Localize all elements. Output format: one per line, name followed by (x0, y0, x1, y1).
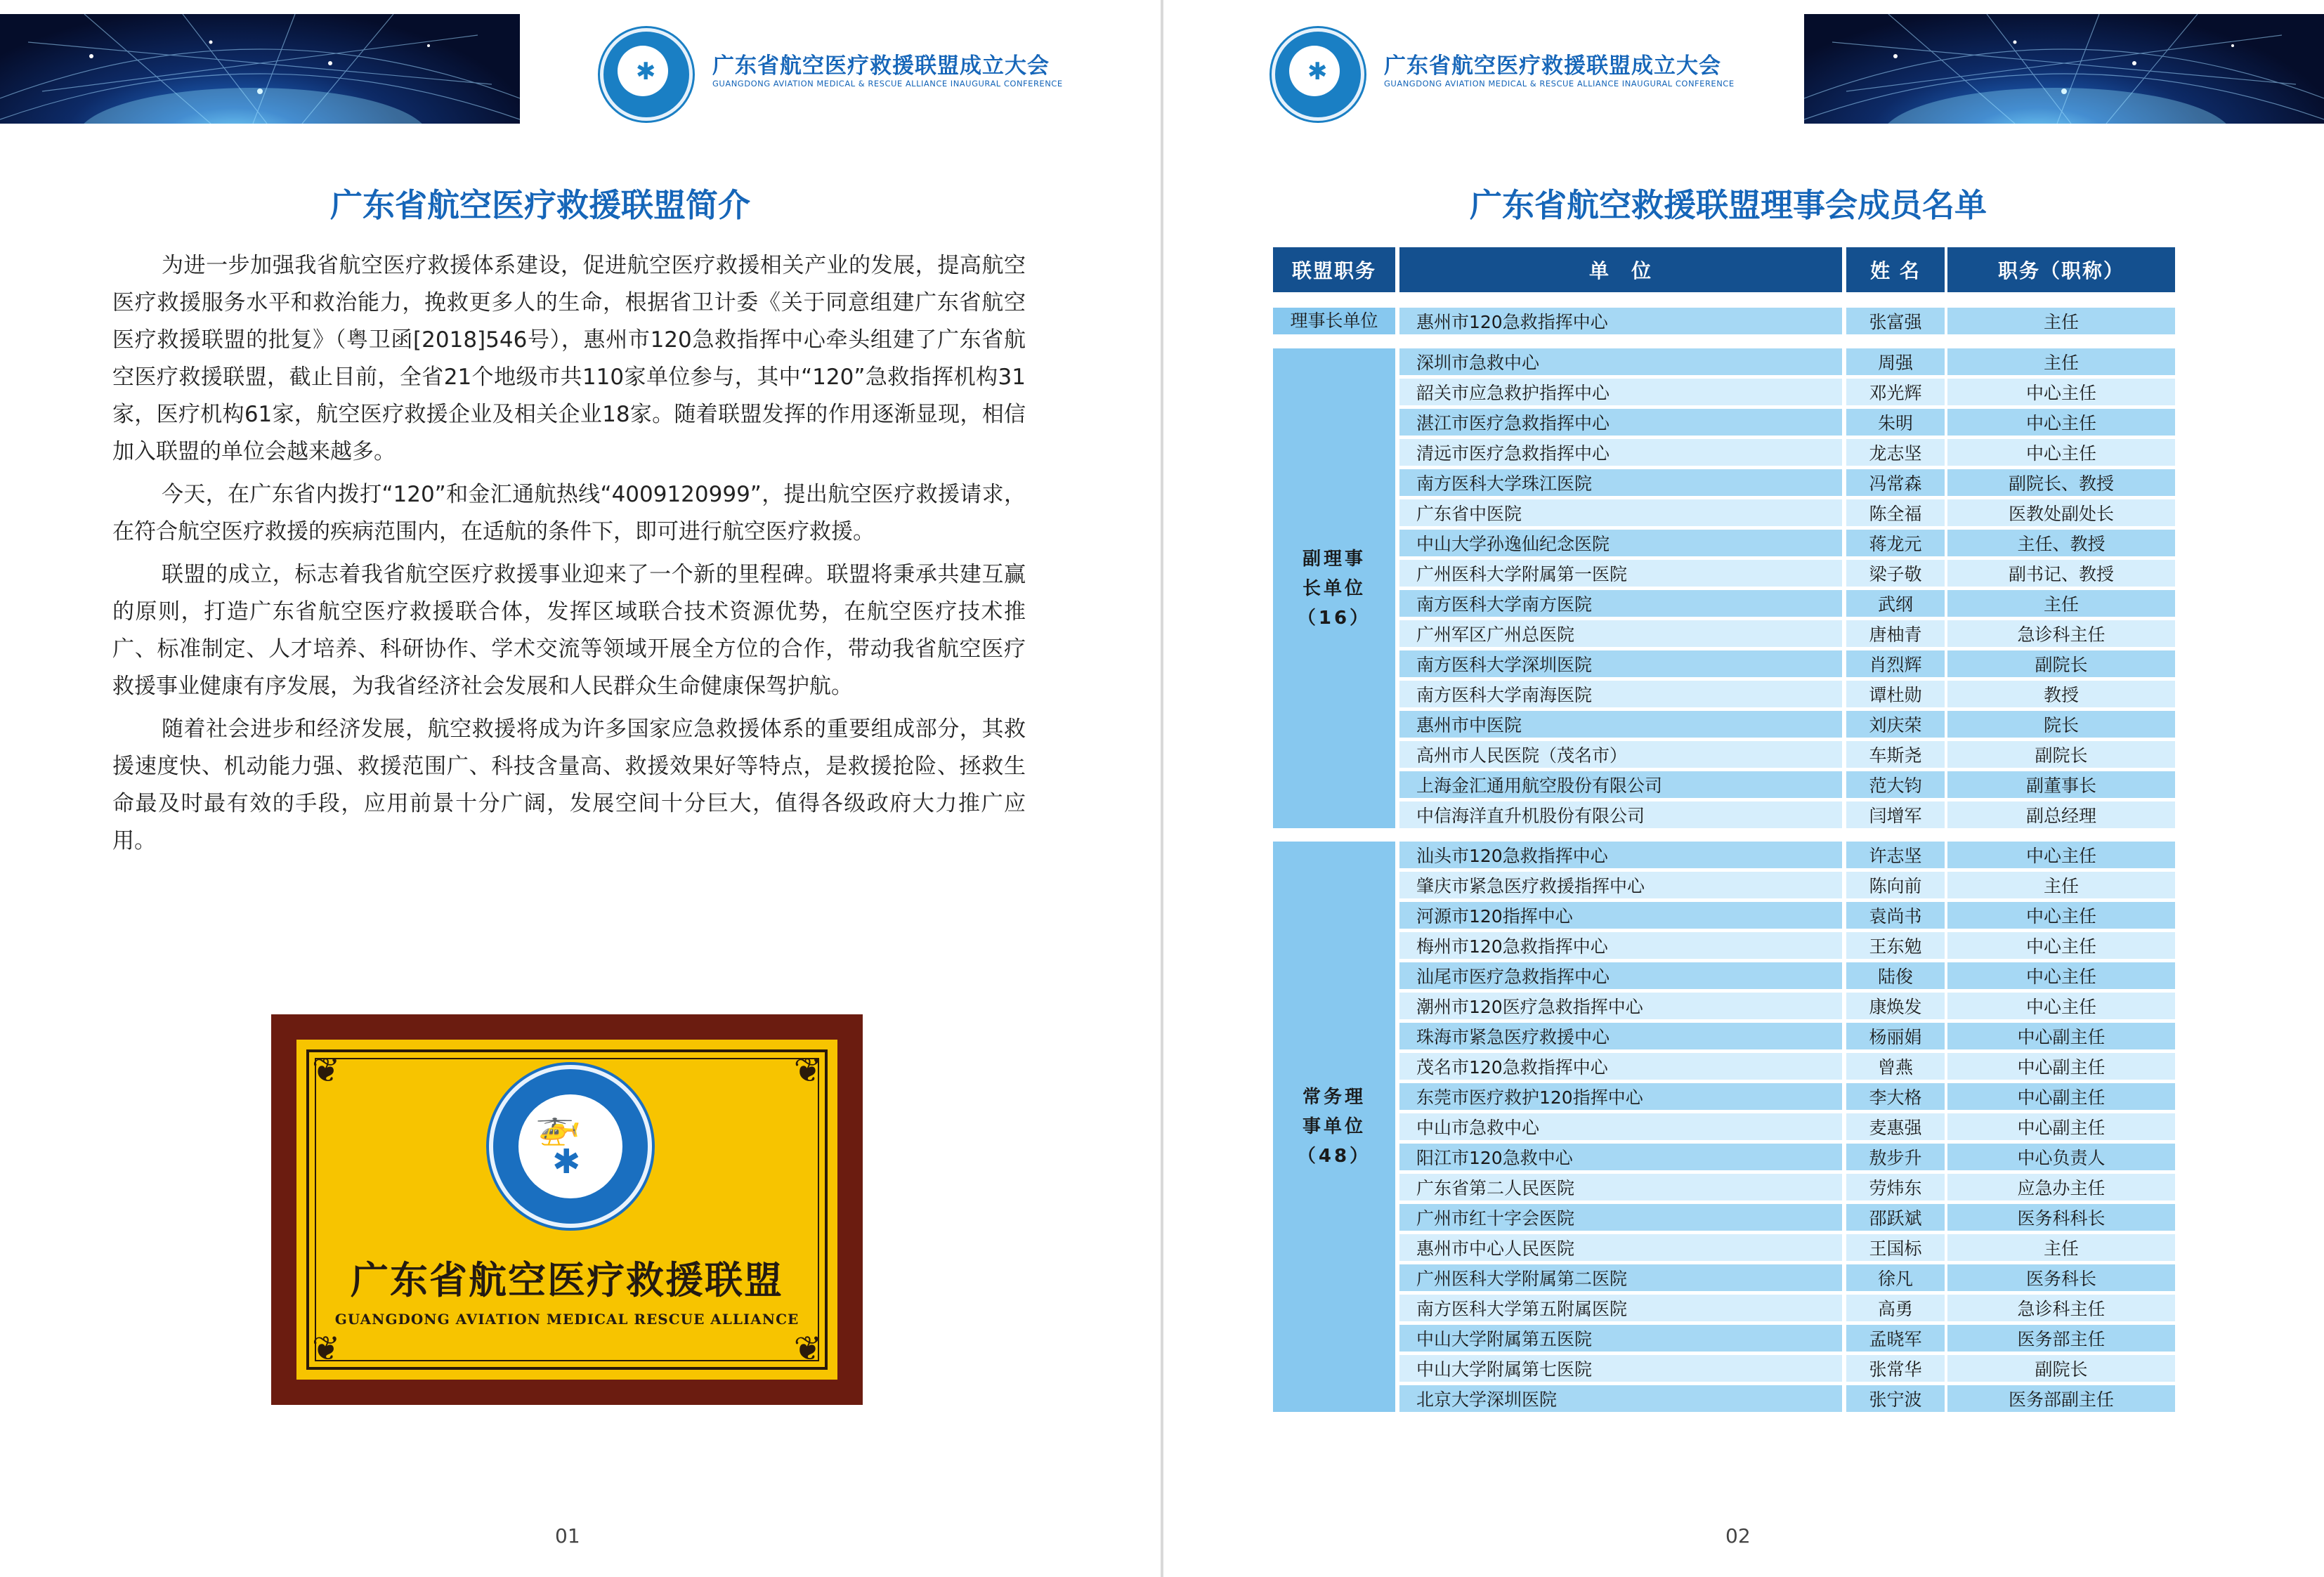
table-cell-unit: 广东省第二人民医院 (1399, 1174, 1842, 1200)
table-cell-unit: 阳江市120急救中心 (1399, 1144, 1842, 1170)
intro-text (112, 247, 1026, 860)
table-cell-title: 中心副主任 (1947, 1083, 2175, 1110)
table-cell-unit: 北京大学深圳医院 (1399, 1385, 1842, 1412)
table-cell-unit: 南方医科大学深圳医院 (1399, 650, 1842, 677)
table-cell-title: 副院长 (1947, 650, 2175, 677)
table-cell-title: 中心主任 (1947, 932, 2175, 959)
table-cell-name: 邵跃斌 (1846, 1204, 1945, 1231)
table-cell-title: 主任 (1947, 872, 2175, 898)
table-cell-title: 医务科科长 (1947, 1204, 2175, 1231)
table-cell-title: 副院长、教授 (1947, 469, 2175, 496)
table-cell-title: 副书记、教授 (1947, 560, 2175, 587)
table-cell-name: 张常华 (1846, 1355, 1945, 1382)
table-cell-unit: 广东省中医院 (1399, 499, 1842, 526)
table-cell-unit: 肇庆市紧急医疗救援指挥中心 (1399, 872, 1842, 898)
table-cell-unit: 广州军区广州总医院 (1399, 620, 1842, 647)
left-page (0, 0, 1161, 1577)
table-cell-title: 医教处副处长 (1947, 499, 2175, 526)
group-label-line: 常务理 (1302, 1087, 1366, 1108)
table-cell-title: 中心主任 (1947, 439, 2175, 466)
table-cell-unit: 惠州市中心人民医院 (1399, 1234, 1842, 1261)
table-cell-title: 应急办主任 (1947, 1174, 2175, 1200)
table-cell-unit: 中山大学附属第五医院 (1399, 1325, 1842, 1352)
alliance-plaque (271, 1014, 863, 1405)
table-cell-name: 杨丽娟 (1846, 1023, 1945, 1049)
table-cell-unit: 中信海洋直升机股份有限公司 (1399, 801, 1842, 828)
table-cell-name: 许志坚 (1846, 842, 1945, 868)
table-cell-title: 医务科长 (1947, 1264, 2175, 1291)
group-label-line: 长单位 (1302, 577, 1366, 599)
alliance-seal-icon: 🚁 ✱ (489, 1065, 652, 1228)
paragraph: 随着社会进步和经济发展，航空救援将成为许多国家应急救援体系的重要组成部分，其救援速度快、机动能力强、救援范围广、科技含量高、救援效果好等特点，是救援抢险、拯救生命最及时最有效的手段，应用前景十分广阔，发展空间十分巨大，值得各级政府大力推广应用。 (112, 716, 1026, 853)
table-cell-unit: 汕尾市医疗急救指挥中心 (1399, 962, 1842, 989)
table-cell-title: 主任 (1947, 308, 2175, 334)
table-cell-name: 麦惠强 (1846, 1113, 1945, 1140)
table-cell-name: 武纲 (1846, 590, 1945, 617)
table-cell-unit: 梅州市120急救指挥中心 (1399, 932, 1842, 959)
table-cell-name: 闫增军 (1846, 801, 1945, 828)
table-cell-unit: 深圳市急救中心 (1399, 348, 1842, 375)
table-cell-name: 邓光辉 (1846, 379, 1945, 405)
table-cell-unit: 河源市120指挥中心 (1399, 902, 1842, 929)
table-cell-unit: 湛江市医疗急救指挥中心 (1399, 409, 1842, 436)
header-title: 广东省航空医疗救援联盟成立大会 (712, 53, 1050, 79)
table-cell-title: 副董事长 (1947, 771, 2175, 798)
table-cell-unit: 广州医科大学附属第二医院 (1399, 1264, 1842, 1291)
paragraph: 今天，在广东省内拨打“120”和金汇通航热线“4009120999”，提出航空医疗救援请求，在符合航空医疗救援的疾病范围内，在适航的条件下，即可进行航空医疗救援。 (112, 482, 1026, 544)
table-cell-unit: 汕头市120急救指挥中心 (1399, 842, 1842, 868)
table-cell-unit: 上海金汇通用航空股份有限公司 (1399, 771, 1842, 798)
table-cell-title: 中心主任 (1947, 902, 2175, 929)
table-cell-name: 肖烈辉 (1846, 650, 1945, 677)
table-cell-unit: 广州医科大学附属第一医院 (1399, 560, 1842, 587)
ornament-icon: ❦ (312, 1329, 341, 1368)
table-cell-unit: 茂名市120急救指挥中心 (1399, 1053, 1842, 1080)
ornament-icon: ❦ (312, 1051, 341, 1090)
group-label-line: （48） (1297, 1146, 1371, 1167)
table-cell-title: 医务部主任 (1947, 1325, 2175, 1352)
table-cell-name: 冯常森 (1846, 469, 1945, 496)
header-banner-image (0, 14, 520, 124)
page-number: 01 (555, 1524, 580, 1547)
paragraph: 为进一步加强我省航空医疗救援体系建设，促进航空医疗救援相关产业的发展，提高航空医疗救援服务水平和救治能力，挽救更多人的生命，根据省卫计委《关于同意组建广东省航空医疗救援联盟的批复》（粤卫函[2018]546号），惠州市120急救指挥中心牵头组建了广东省航空医疗救援联盟，截止目前，全省21个地级市共110家单位参与，其中“120”急救指挥机构31家，医疗机构61家，航空医疗救援企业及相关企业18家。随着联盟发挥的作用逐渐显现，相信加入联盟的单位会越来越多。 (112, 253, 1026, 464)
plaque-title: 广东省航空医疗救援联盟 (351, 1257, 783, 1302)
column-header: 单 位 (1399, 247, 1842, 292)
table-cell-name: 陈全福 (1846, 499, 1945, 526)
table-cell-unit: 南方医科大学第五附属医院 (1399, 1295, 1842, 1321)
table-cell-name: 王东勉 (1846, 932, 1945, 959)
page-title: 广东省航空医疗救援联盟简介 (330, 186, 750, 224)
table-cell-unit: 南方医科大学珠江医院 (1399, 469, 1842, 496)
group-label (1273, 348, 1395, 828)
table-cell-title: 中心主任 (1947, 379, 2175, 405)
table-cell-name: 车斯尧 (1846, 741, 1945, 768)
alliance-logo-icon: ✱ (600, 28, 693, 121)
table-cell-name: 曾燕 (1846, 1053, 1945, 1080)
table-cell-title: 副院长 (1947, 1355, 2175, 1382)
header-subtitle: GUANGDONG AVIATION MEDICAL & RESCUE ALLIANCE INAUGURAL CONFERENCE (1384, 79, 1735, 89)
table-cell-title: 中心主任 (1947, 842, 2175, 868)
table-cell-name: 周强 (1846, 348, 1945, 375)
column-header: 职务（职称） (1947, 247, 2175, 292)
table-cell-title: 中心副主任 (1947, 1113, 2175, 1140)
table-cell-title: 中心副主任 (1947, 1053, 2175, 1080)
table-cell-title: 急诊科主任 (1947, 1295, 2175, 1321)
table-cell-title: 中心主任 (1947, 962, 2175, 989)
table-cell-name: 谭杜勋 (1846, 681, 1945, 707)
table-cell-unit: 南方医科大学南方医院 (1399, 590, 1842, 617)
table-cell-title: 中心主任 (1947, 409, 2175, 436)
table-cell-title: 院长 (1947, 711, 2175, 738)
table-cell-name: 张宁波 (1846, 1385, 1945, 1412)
table-cell-name: 李大格 (1846, 1083, 1945, 1110)
table-cell-title: 主任 (1947, 348, 2175, 375)
table-cell-name: 康焕发 (1846, 993, 1945, 1019)
paragraph: 联盟的成立，标志着我省航空医疗救援事业迎来了一个新的里程碑。联盟将秉承共建互赢的原则，打造广东省航空医疗救援联合体，发挥区域联合技术资源优势，在航空医疗技术推广、标准制定、人才培养、科研协作、学术交流等领域开展全方位的合作，带动我省航空医疗救援事业健康有序发展，为我省经济社会发展和人民群众生命健康保驾护航。 (112, 562, 1026, 699)
group-label (1273, 842, 1395, 1412)
group-label-line: 事单位 (1302, 1116, 1366, 1137)
group-label-line: 副理事 (1302, 548, 1366, 570)
ornament-icon: ❦ (793, 1051, 822, 1090)
table-cell-name: 蒋龙元 (1846, 530, 1945, 556)
table-cell-title: 主任 (1947, 1234, 2175, 1261)
table-cell-unit: 中山市急救中心 (1399, 1113, 1842, 1140)
table-cell-name: 徐凡 (1846, 1264, 1945, 1291)
table-cell-name: 范大钧 (1846, 771, 1945, 798)
header-subtitle: GUANGDONG AVIATION MEDICAL & RESCUE ALLIANCE INAUGURAL CONFERENCE (712, 79, 1063, 89)
table-cell-title: 中心负责人 (1947, 1144, 2175, 1170)
table-cell-title: 中心主任 (1947, 993, 2175, 1019)
table-cell-title: 教授 (1947, 681, 2175, 707)
table-cell-title: 中心副主任 (1947, 1023, 2175, 1049)
table-cell-unit: 南方医科大学南海医院 (1399, 681, 1842, 707)
table-cell-unit: 广州市红十字会医院 (1399, 1204, 1842, 1231)
header-title: 广东省航空医疗救援联盟成立大会 (1384, 53, 1721, 79)
table-cell-title: 医务部副主任 (1947, 1385, 2175, 1412)
page-number: 02 (1725, 1524, 1751, 1547)
table-cell-unit: 东莞市医疗救护120指挥中心 (1399, 1083, 1842, 1110)
table-cell-name: 王国标 (1846, 1234, 1945, 1261)
table-cell-unit: 韶关市应急救护指挥中心 (1399, 379, 1842, 405)
table-cell-title: 急诊科主任 (1947, 620, 2175, 647)
table-cell-unit: 高州市人民医院（茂名市） (1399, 741, 1842, 768)
table-cell-unit: 中山大学附属第七医院 (1399, 1355, 1842, 1382)
plaque-subtitle: GUANGDONG AVIATION MEDICAL RESCUE ALLIANCE (334, 1311, 799, 1328)
table-cell-unit: 中山大学孙逸仙纪念医院 (1399, 530, 1842, 556)
table-cell-name: 刘庆荣 (1846, 711, 1945, 738)
table-cell-name: 陈向前 (1846, 872, 1945, 898)
table-cell-unit: 清远市医疗急救指挥中心 (1399, 439, 1842, 466)
table-cell-unit: 珠海市紧急医疗救援中心 (1399, 1023, 1842, 1049)
table-cell-name: 袁尚书 (1846, 902, 1945, 929)
group-label: 理事长单位 (1273, 308, 1395, 334)
table-cell-title: 主任 (1947, 590, 2175, 617)
table-cell-name: 高勇 (1846, 1295, 1945, 1321)
page-title: 广东省航空救援联盟理事会成员名单 (1470, 186, 1987, 224)
header-banner-image (1804, 14, 2324, 124)
table-cell-title: 副总经理 (1947, 801, 2175, 828)
table-cell-name: 陆俊 (1846, 962, 1945, 989)
table-cell-name: 孟晓军 (1846, 1325, 1945, 1352)
table-cell-name: 劳炜东 (1846, 1174, 1945, 1200)
column-header: 联盟职务 (1273, 247, 1395, 292)
ornament-icon: ❦ (793, 1329, 822, 1368)
table-cell-name: 朱明 (1846, 409, 1945, 436)
table-cell-name: 张富强 (1846, 308, 1945, 334)
table-cell-name: 龙志坚 (1846, 439, 1945, 466)
group-label-line: （16） (1297, 607, 1371, 629)
table-cell-name: 唐柚青 (1846, 620, 1945, 647)
right-page (1163, 0, 2324, 1577)
table-cell-title: 主任、教授 (1947, 530, 2175, 556)
table-cell-unit: 潮州市120医疗急救指挥中心 (1399, 993, 1842, 1019)
column-header: 姓 名 (1846, 247, 1945, 292)
alliance-logo-icon: ✱ (1272, 28, 1364, 121)
table-cell-unit: 惠州市中医院 (1399, 711, 1842, 738)
table-cell-name: 敖步升 (1846, 1144, 1945, 1170)
table-cell-name: 梁子敬 (1846, 560, 1945, 587)
table-cell-unit: 惠州市120急救指挥中心 (1399, 308, 1842, 334)
table-cell-title: 副院长 (1947, 741, 2175, 768)
